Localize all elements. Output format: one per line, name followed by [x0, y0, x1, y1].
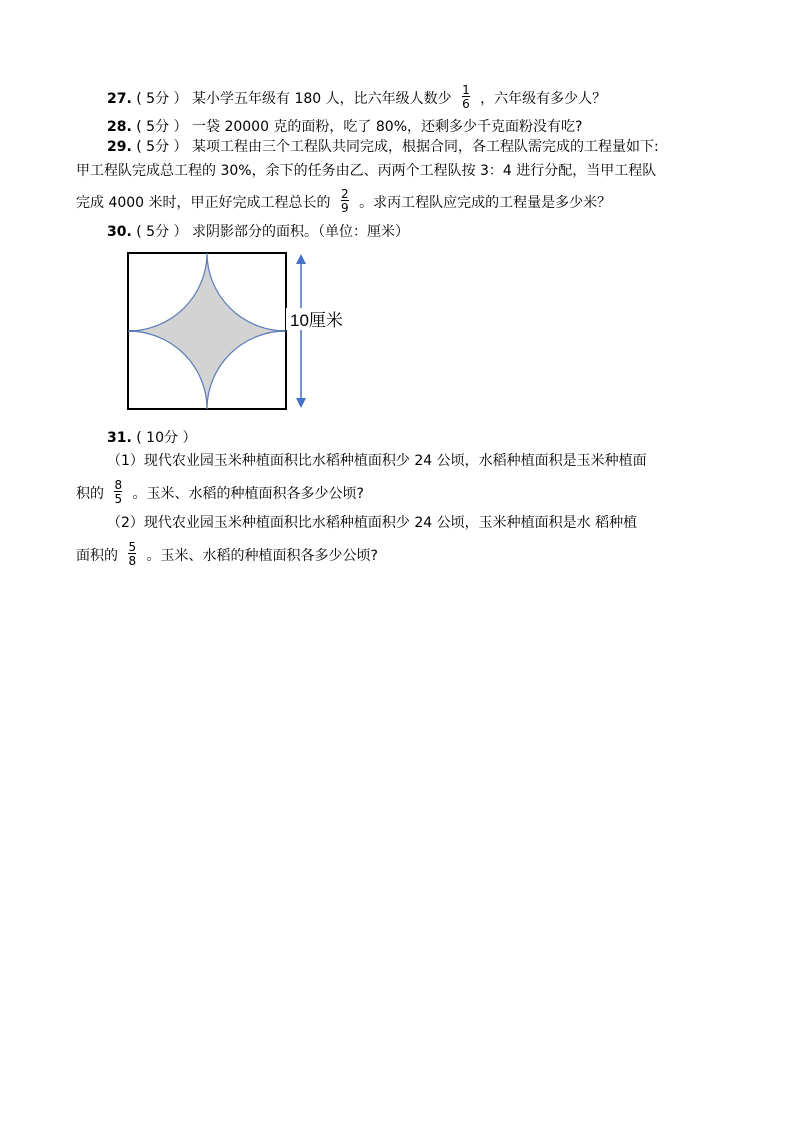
- question-28: [107, 117, 582, 137]
- question-31-part-1-line-2: [76, 478, 364, 507]
- fraction: [114, 479, 122, 505]
- fraction-denominator: 5: [114, 492, 123, 506]
- question-score: ( 5分 ）: [136, 224, 188, 240]
- fraction-numerator: 5: [128, 540, 137, 554]
- fraction-numerator: 1: [462, 83, 470, 97]
- question-text: 。求丙工程队应完成的工程量是多少米？: [359, 195, 612, 211]
- fraction-numerator: 2: [340, 187, 349, 201]
- question-31-part-2-line-2: [76, 540, 378, 569]
- question-text: 某小学五年级有 180 人，比六年级人数少: [192, 91, 452, 107]
- question-text: 积的: [76, 486, 104, 502]
- question-text: 完成 4000 米时，甲正好完成工程总长的: [76, 195, 331, 211]
- question-text: ，六年级有多少人？: [480, 91, 607, 107]
- question-30: [107, 222, 409, 242]
- question-score: ( 10分 ）: [136, 430, 197, 446]
- arrow-down-icon: [296, 398, 306, 408]
- question-31: [107, 428, 196, 448]
- fraction: [341, 188, 349, 214]
- question-text: 。玉米、水稻的种植面积各多少公顷?: [146, 548, 378, 564]
- question-number: 30.: [107, 224, 132, 240]
- fraction: [462, 84, 470, 110]
- question-27: [107, 83, 607, 112]
- question-29: [107, 137, 659, 157]
- question-29-line-3: [76, 187, 612, 216]
- question-29-line-2: 甲工程队完成总工程的 30%，余下的任务由乙、丙两个工程队按 3：4 进行分配，当甲工程队: [76, 163, 657, 179]
- question-text: 一袋 20000 克的面粉，吃了 80%，还剩多少千克面粉没有吃?: [192, 119, 583, 135]
- question-text: 。玉米、水稻的种植面积各多少公顷?: [132, 486, 364, 502]
- question-score: ( 5分 ）: [136, 91, 188, 107]
- fraction-denominator: 6: [462, 97, 470, 111]
- arrow-up-icon: [296, 254, 306, 264]
- dimension-arrow: [296, 254, 306, 408]
- fraction: [128, 541, 136, 567]
- fraction-denominator: 9: [340, 201, 349, 215]
- question-number: 29.: [107, 139, 132, 155]
- question-number: 28.: [107, 119, 132, 135]
- question-number: 31.: [107, 430, 132, 446]
- shaded-area-figure: [120, 246, 360, 416]
- dimension-label: 10厘米: [290, 311, 343, 330]
- question-score: ( 5分 ）: [136, 119, 188, 135]
- question-31-part-2-line-1: （2）现代农业园玉米种植面积比水稻种植面积少 24 公顷，玉米种植面积是水 稻种植: [107, 515, 638, 531]
- question-number: 27.: [107, 91, 132, 107]
- question-score: ( 5分 ）: [136, 139, 188, 155]
- question-text: 某项工程由三个工程队共同完成，根据合同，各工程队需完成的工程量如下:: [192, 139, 659, 155]
- question-text: 求阴影部分的面积。（单位：厘米）: [192, 224, 409, 240]
- question-text: 面积的: [76, 548, 118, 564]
- fraction-denominator: 8: [128, 554, 137, 568]
- fraction-numerator: 8: [114, 478, 123, 492]
- question-31-part-1-line-1: （1）现代农业园玉米种植面积比水稻种植面积少 24 公顷，水稻种植面积是玉米种植面: [107, 453, 647, 469]
